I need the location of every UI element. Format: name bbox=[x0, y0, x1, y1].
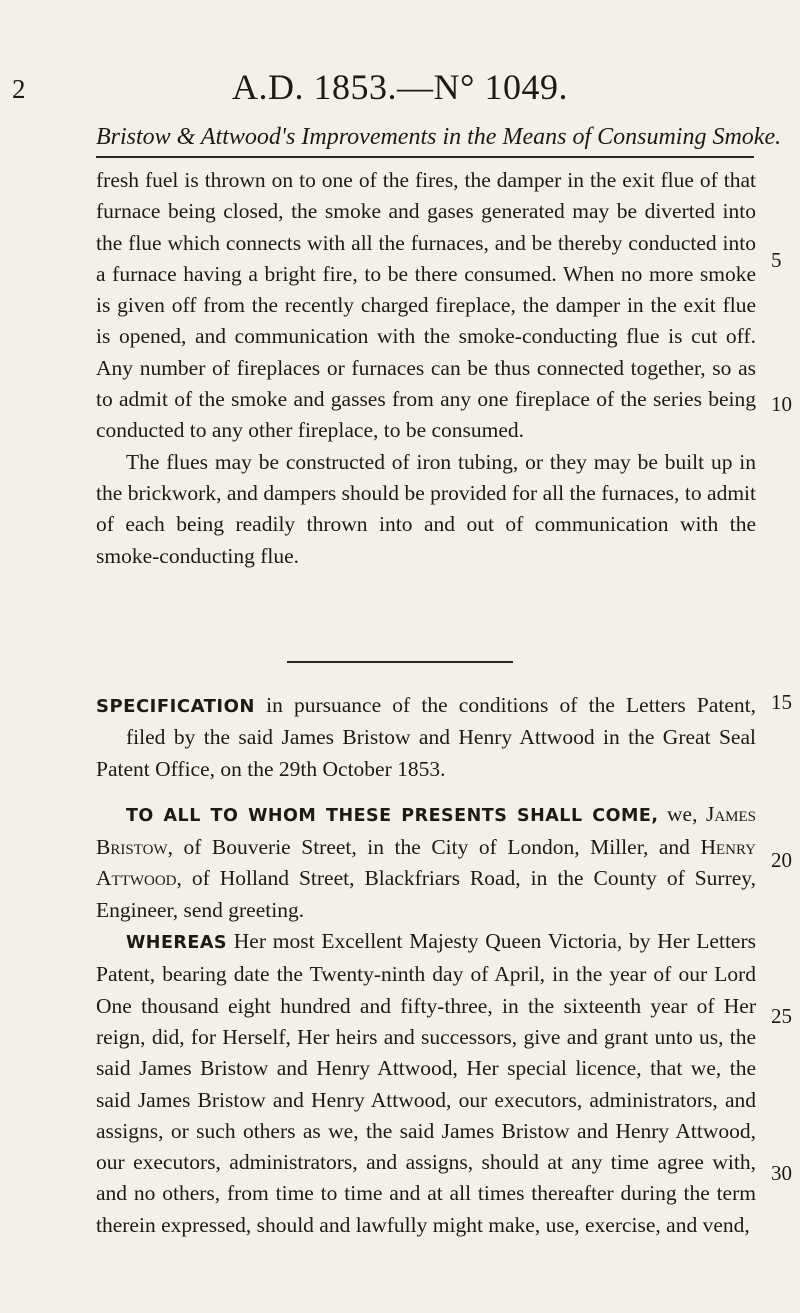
section-divider bbox=[287, 661, 513, 663]
line-number: 15 bbox=[771, 690, 792, 714]
to-all-paragraph bbox=[96, 799, 756, 926]
line-number: 30 bbox=[771, 1161, 792, 1185]
description-block bbox=[96, 165, 756, 572]
page-number: 2 bbox=[12, 74, 26, 104]
to-all-mid: of Bouverie Street, in the City of London, Miller, and bbox=[183, 835, 690, 860]
to-all-we: we, bbox=[667, 801, 698, 826]
line-number: 20 bbox=[771, 848, 792, 872]
line-number: 5 bbox=[771, 248, 782, 272]
line-number: 25 bbox=[771, 1004, 792, 1028]
specification-heading: SPECIFICATION bbox=[96, 696, 255, 717]
line-number: 10 bbox=[771, 392, 792, 416]
header-rule bbox=[96, 156, 754, 158]
name-henry-attwood: Henry Attwood, bbox=[96, 835, 757, 891]
page-header: A.D. 1853.—N° 1049. bbox=[232, 67, 568, 107]
to-all-heading: TO ALL TO WHOM THESE PRESENTS SHALL COME, bbox=[126, 805, 659, 826]
paragraph-flue-diversion: fresh fuel is thrown on to one of the fires, the damper in the exit flue of that furnace being closed, the smoke and gases generated may be diverted into the flue which connects with all the furnaces, and be thereby conducted into a furnace having a bright fire, to be there consumed. When no more smoke is given off from the recently charged fireplace, the damper in the exit flue is opened, and communication with the smoke-conducting flue is cut off. Any number of fireplaces or furnaces can be thus connected together, so as to admit of the smoke and gasses from any one fireplace of the series being conducted to any other fireplace, to be consumed. bbox=[96, 168, 756, 443]
paragraph-flue-construction: The flues may be constructed of iron tubing, or they may be built up in the brickwork, and dampers should be provided for all the furnaces, to admit of each being readily thrown into and out of communication with the smoke-conducting flue. bbox=[96, 449, 756, 568]
specification-line1: in pursuance of the conditions of the Letters Patent, bbox=[266, 693, 757, 717]
specification-rest: filed by the said James Bristow and Henry Attwood in the Great Seal Patent Office, on the 29th October 1853. bbox=[96, 725, 756, 781]
name-james-bristow: James Bristow, bbox=[96, 801, 757, 860]
running-title: Bristow & Attwood's Improvements in the Means of Consuming Smoke. bbox=[96, 124, 782, 150]
whereas-paragraph bbox=[96, 926, 756, 1241]
whereas-rest: Her most Excellent Majesty Queen Victoria, by Her Letters Patent, bearing date the Twenty-ninth day of April, in the year of our Lord One thousand eight hundred and fifty-three, in the sixteenth year of Her reign, did, for Herself, Her heirs and successors, give and grant unto us, the said James Bristow and Henry Attwood, Her special licence, that we, the said James Bristow and Henry Attwood, our executors, administrators, and assigns, or such others as we, the said James Bristow and Henry Attwood, our executors, administrators, and assigns, should at any time agree with, and no others, from time to time and at all times thereafter during the term therein expressed, should and lawfully might make, use, exercise, and vend, bbox=[96, 929, 756, 1237]
whereas-heading: WHEREAS bbox=[126, 933, 227, 954]
specification-paragraph bbox=[96, 690, 756, 785]
specification-block bbox=[96, 690, 756, 1241]
to-all-rest: of Holland Street, Blackfriars Road, in the County of Surrey, Engineer, send greeting. bbox=[96, 866, 757, 922]
